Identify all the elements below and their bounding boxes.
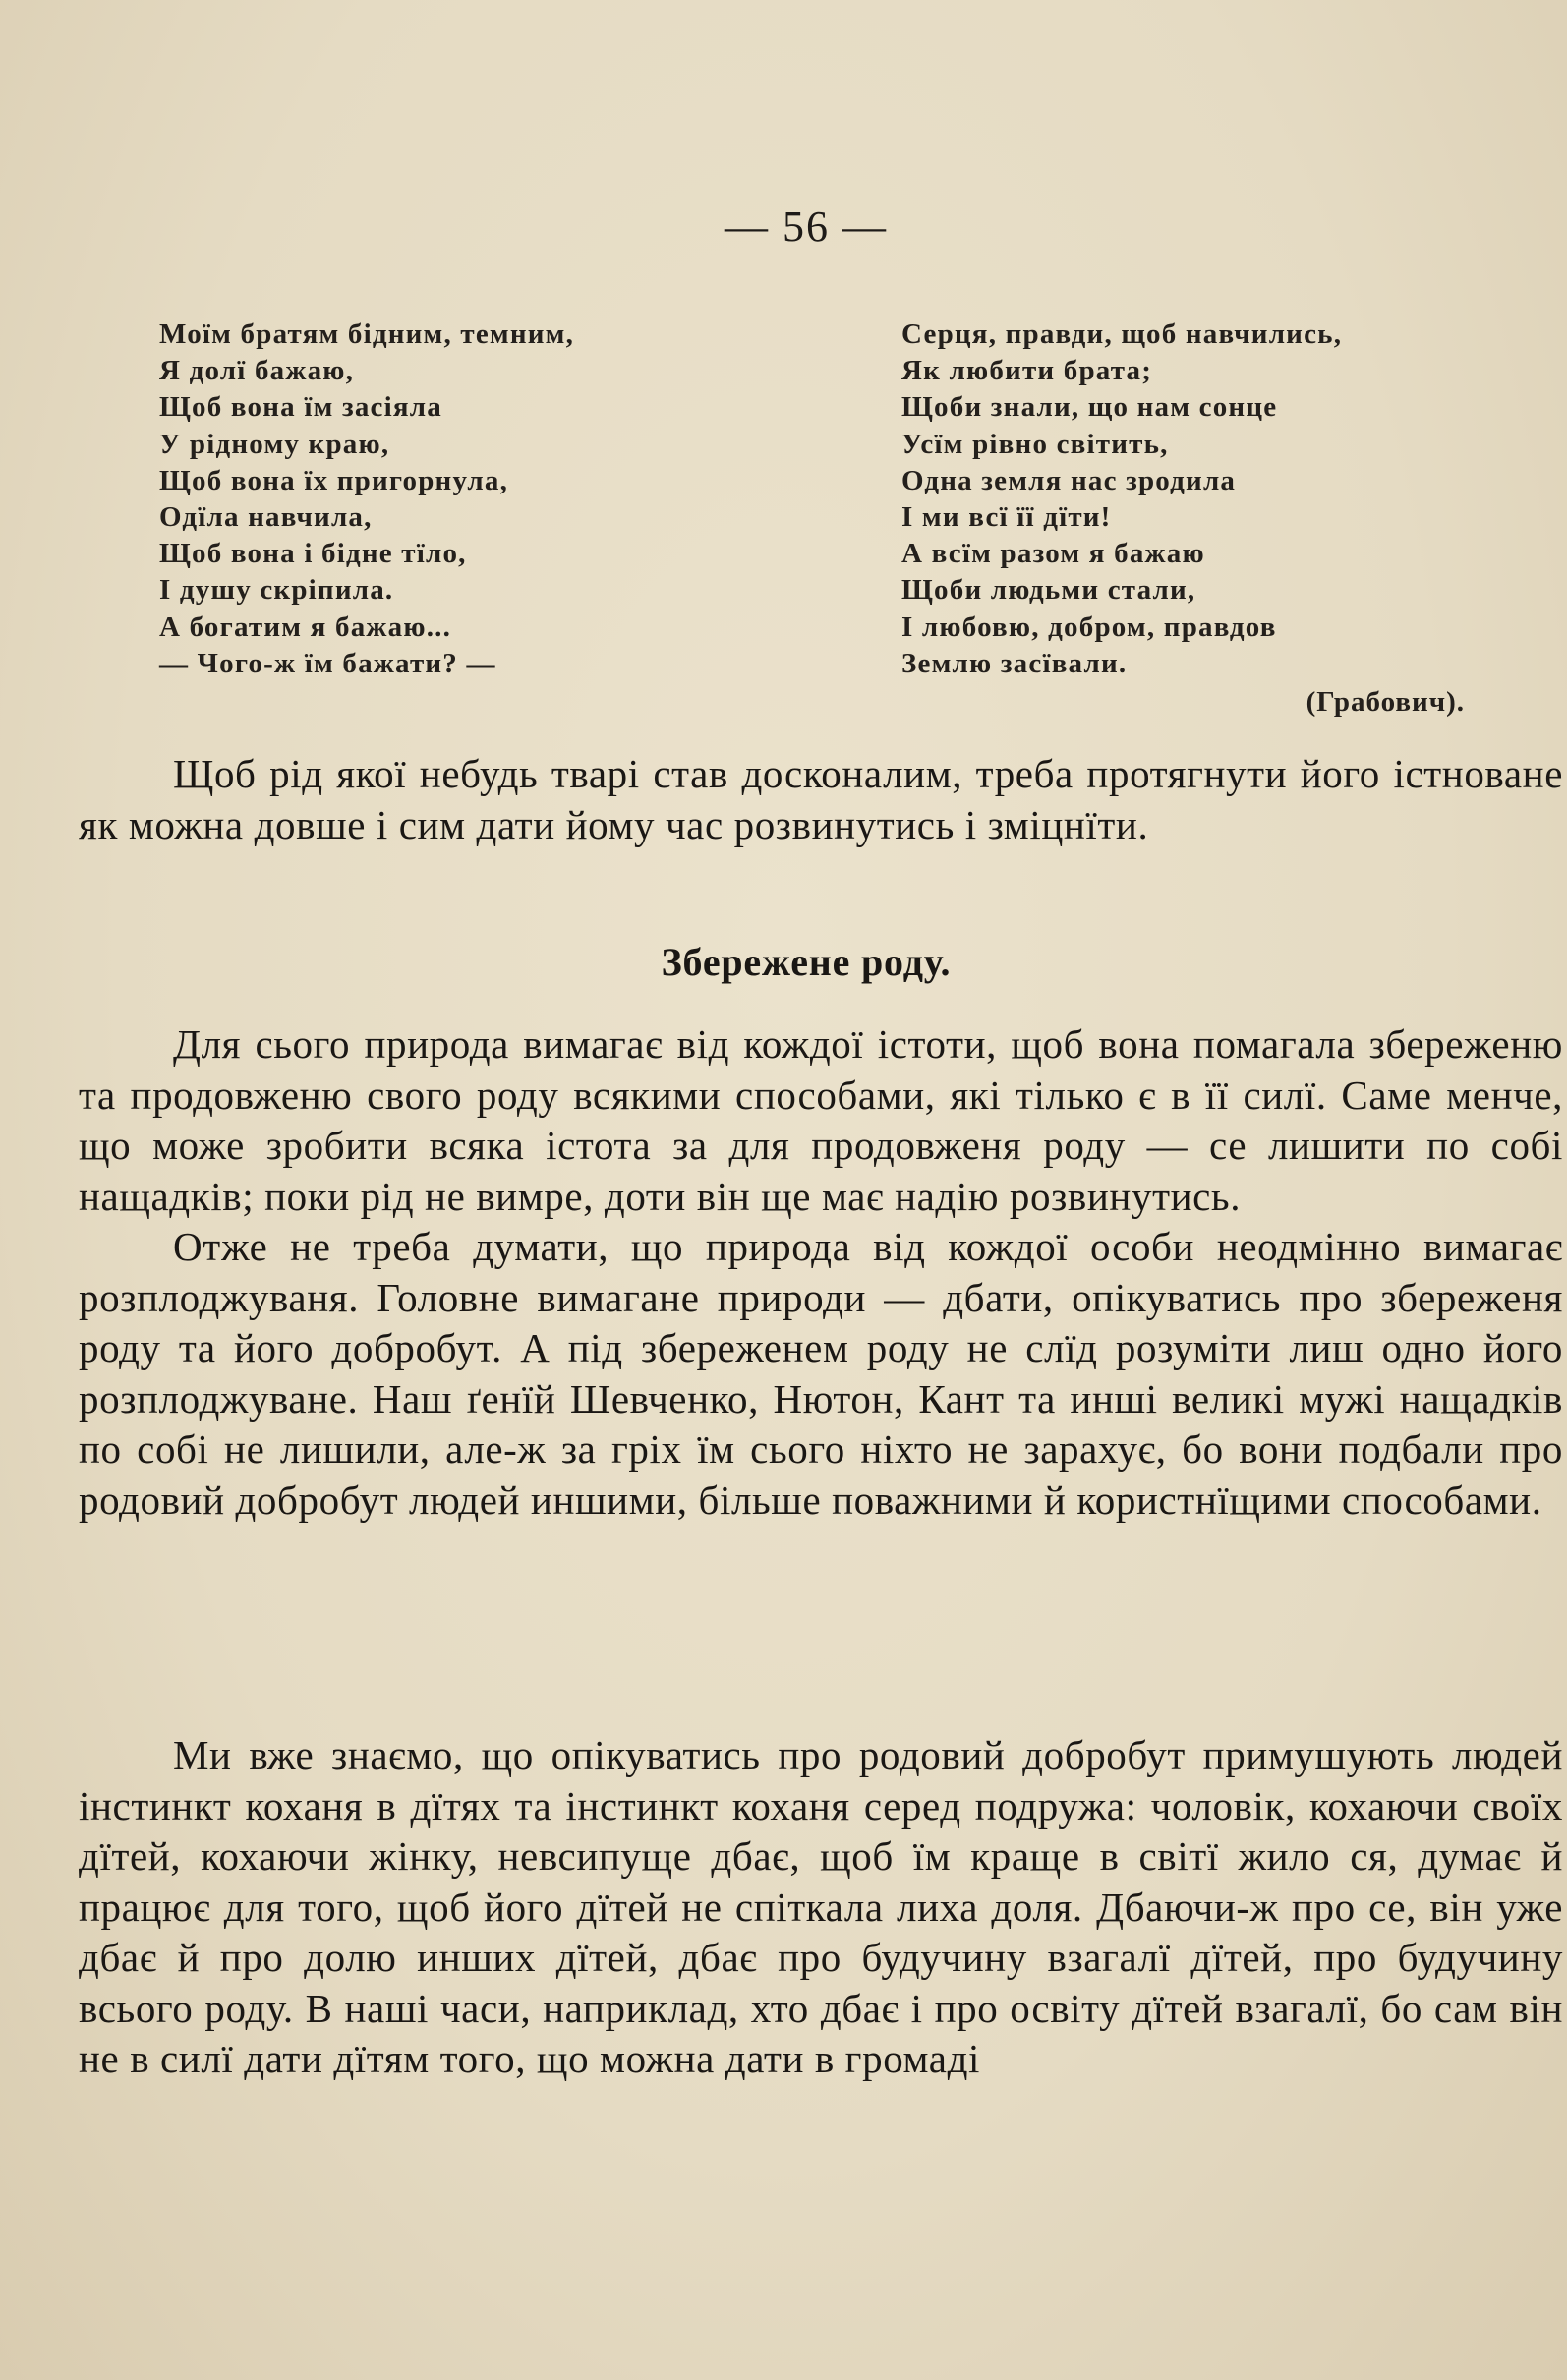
poem-line: І ми всї її дїти!: [901, 501, 1112, 534]
page-number: — 56 —: [725, 203, 888, 251]
poem-right-column: [901, 317, 1452, 682]
poem-line: — Чого-ж їм бажати? —: [159, 647, 496, 679]
poem-line: Одна земля нас зродила: [901, 464, 1237, 496]
poem-line: А всїм разом я бажаю: [901, 538, 1205, 570]
paragraph: Отже не треба думати, що природа від кождої особи неодмінно вимагає розплоджуваня. Головне вимагане природи — дбати, опікуватись про збереженя роду та його добробут. А під збереженем роду не слїд розуміти лиш одно його розплоджуване. Наш ґенїй Шевченко, Нютон, Кант та инші великі мужі нащадків по собі не лишили, але-ж за гріх їм сього ніхто не зарахує, бо вони подбали про родовий добробут людей иншими, більше поважними й користнїщими способами.: [79, 1224, 1563, 1523]
section-heading: Збережене роду.: [661, 940, 952, 984]
poem-line: Щоби знали, що нам сонце: [901, 391, 1278, 424]
poem-line: І душу скріпила.: [159, 574, 394, 607]
paragraph: Для сього природа вимагає від кождої істоти, щоб вона помагала збереженю та продовженю свого роду всякими способами, які тілько є в її силї. Саме менче, що може зробити всяка істота за для продовженя роду — се лишити по собі нащадків; поки рід не вимре, доти він ще має надію розвинутись.: [79, 1021, 1563, 1219]
poem-attribution: (Грабович).: [1306, 686, 1465, 718]
poem-line: А богатим я бажаю...: [159, 610, 452, 643]
poem-line: Щоб вона і бідне тїло,: [159, 538, 467, 570]
paragraph: Щоб рід якої небудь тварі став досконалим, треба протягнути його істноване як можна довше і сим дати йому час розвинутись і зміцнїти.: [79, 751, 1563, 847]
poem-line: Як любити брата;: [901, 355, 1153, 387]
poem-line: Одїла навчила,: [159, 501, 373, 534]
poem-line: Щоб вона їм засіяла: [159, 391, 442, 424]
section-body: [79, 1019, 1563, 1526]
poem-line: Усїм рівно світить,: [901, 428, 1169, 460]
poem-line: Щоби людьми стали,: [901, 574, 1196, 607]
poem-left-column: [159, 317, 710, 682]
poem-line: Щоб вона їх пригорнула,: [159, 464, 509, 496]
poem-line: Я долї бажаю,: [159, 355, 355, 387]
closing-paragraph-block: [79, 1730, 1563, 2085]
paragraph: Ми вже знаємо, що опікуватись про родовий добробут примушують людей інстинкт коханя в дїтях та інстинкт коханя серед подружа: чоловік, кохаючи своїх дїтей, кохаючи жінку, невсипуще дбає, щоб їм краще в світї жило ся, думає й працює для того, щоб його дїтей не спіткала лиха доля. Дбаючи-ж про се, він уже дбає й про долю инших дїтей, дбає про будучину взагалї дїтей, про будучину всього роду. В наші часи, наприклад, хто дбає і про освіту дїтей взагалї, бо сам він не в силї дати дїтям того, що можна дати в громаді: [79, 1732, 1563, 2081]
poem-line: У рідному краю,: [159, 428, 390, 460]
poem-line: Моїм братям бідним, темним,: [159, 319, 575, 350]
poem-line: І любовю, добром, правдов: [901, 610, 1277, 643]
poem-line: Землю засївали.: [901, 647, 1128, 679]
poem-line: Серця, правди, щоб навчились,: [901, 319, 1343, 350]
intro-paragraph-block: [79, 749, 1563, 850]
